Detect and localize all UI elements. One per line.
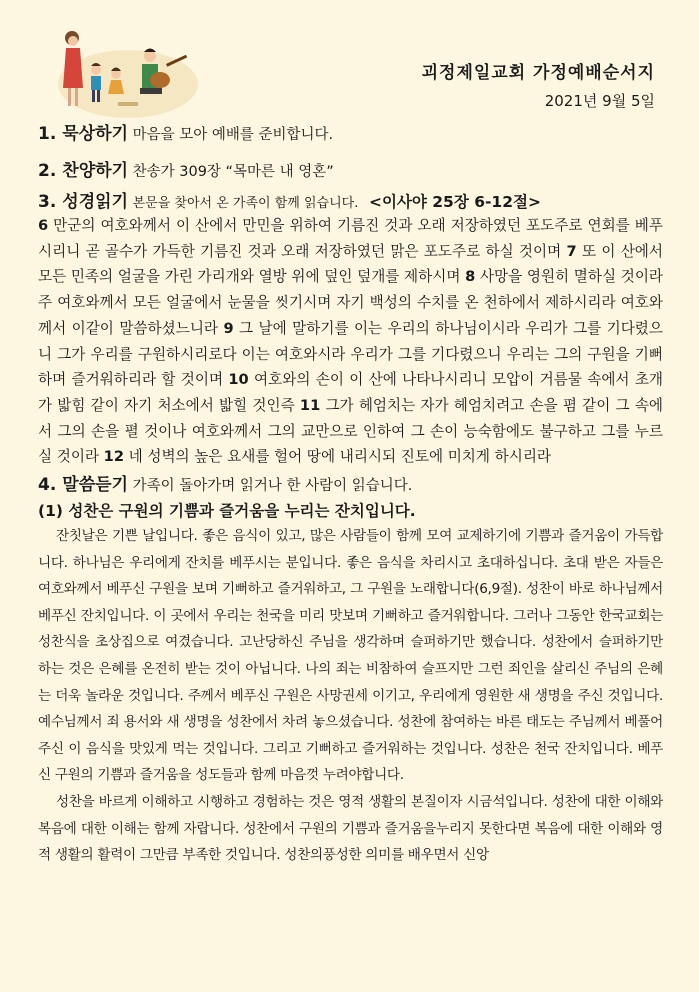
- step-description: 마음을 모아 예배를 준비합니다.: [132, 127, 334, 143]
- step-title: 말씀듣기: [62, 475, 128, 496]
- verse-text: 네 성벽의 높은 요새를 헐어 땅에 내리시되 진토에 미치게 하시리라: [128, 448, 552, 466]
- verse-text: 사망을 영원히 멸하실 것이라 주 여호와께서 모든 얼굴에서 눈물을 씻기시며 자기 백성의 수치를 온 천하에서 제하시리라 여호와께서 이같이 말씀하셨느니라: [38, 268, 664, 337]
- step-number: 2.: [38, 161, 57, 181]
- verse-text: 만군의 여호와께서 이 산에서 만민을 위하여 기름진 것과 오래 저장하였던 포도주로 연회를 베푸시리니 곧 골수가 가득한 기름진 것과 오래 저장하였던 맑은 포도주로 하실 것이며: [38, 217, 664, 260]
- scripture-passage: [38, 213, 663, 470]
- scripture-reference: <이사야 25장 6-12절>: [368, 193, 541, 211]
- verse-text: 또 이 산에서 모든 민족의 얼굴을 가린 가리개와 열방 위에 덮인 덮개를 제하시며: [38, 242, 663, 286]
- sermon-paragraph: 성찬을 바르게 이해하고 시행하고 경험하는 것은 영적 생활의 본질이자 시금석입니다. 성찬에 대한 이해와 복음에 대한 이해는 함께 자랍니다. 성찬에서 구원의 기쁨과 즐거움을누리지 못한다면 복음에 대한 이해와 영적 생활의 활력이 그만큼 부족한 것입니다. 성찬의풍성한 의미를 배우면서 신앙: [38, 793, 663, 864]
- verse-number: 12: [103, 448, 124, 466]
- family-worship-illustration: [48, 22, 198, 122]
- step-reading: [38, 187, 663, 212]
- verse-number: 6: [38, 217, 49, 234]
- step-description: 찬송가 309장 “목마른 내 영혼”: [132, 164, 334, 180]
- sermon-paragraph: 잔칫날은 기쁜 날입니다. 좋은 음식이 있고, 많은 사람들이 함께 모여 교제하기에 기쁨과 즐거움이 가득합니다. 하나님은 우리에게 잔치를 베푸시는 분입니다. 좋은 음식을 차리시고 초대하십니다. 초대 받은 자들은 여호와께서 베푸신 구원을 보며 기뻐하고 즐거워하고, 그 구원을 노래합니다(6,9절). 성찬이 바로 하나님께서 베푸신 잔치입니다. 이 곳에서 우리는 천국을 미리 맛보며 기뻐하고 즐거워합니다. 그러나 그동안 한국교회는 성찬식을 초상집으로 여겼습니다. 고난당하신 주님을 생각하며 슬퍼하기만 했습니다. 성찬에서 슬퍼하기만 하는 것은 은혜를 온전히 받는 것이 아닙니다. 나의 죄는 비참하여 슬프지만 그런 죄인을 살리신 주님의 은혜는 더욱 놀라운 것입니다. 주께서 베푸신 구원은 사망권세 이기고, 우리에게 영원한 새 생명을 주신 것입니다. 예수님께서 죄 용서와 새 생명을 성찬에서 차려 놓으셨습니다. 성찬에 참여하는 바른 태도는 주님께서 베풀어 주신 이 음식을 맛있게 먹는 것입니다. 그리고 기뻐하고 즐거워하는 것입니다. 성찬은 천국 잔치입니다. 베푸신 구원의 기쁨과 즐거움을 성도들과 함께 마음껏 누려야합니다.: [38, 528, 663, 784]
- step-title: 성경읽기: [62, 192, 128, 212]
- verse-number: 11: [299, 396, 321, 414]
- step-title: 묵상하기: [62, 124, 128, 144]
- step-title: 찬양하기: [62, 161, 128, 181]
- step-number: 3.: [38, 192, 57, 212]
- step-number: 1.: [38, 124, 57, 144]
- verse-number: 10: [228, 371, 249, 389]
- step-meditation: [38, 119, 663, 144]
- step-praise: [38, 156, 663, 181]
- worship-date: 2021년 9월 5일: [544, 92, 655, 110]
- verse-number: 9: [223, 319, 234, 337]
- step-listening: [38, 470, 663, 495]
- verse-text: 그가 헤엄치는 자가 헤엄치려고 손을 폄 같이 그 속에서 그의 손을 펼 것이나 여호와께서 그의 교만으로 인하여 그 손이 능숙함에도 불구하고 그를 누르실 것이라: [38, 396, 664, 466]
- sermon-title: (1) 성찬은 구원의 기쁨과 즐거움을 누리는 잔치입니다.: [38, 502, 416, 521]
- verse-number: 7: [566, 242, 577, 260]
- step-description: 가족이 돌아가며 읽거나 한 사람이 읽습니다.: [132, 478, 413, 495]
- worship-order: [38, 117, 663, 869]
- verse-text: 그 날에 말하기를 이는 우리의 하나님이시라 우리가 그를 기다렸으니 그가 우리를 구원하시리로다 이는 여호와시라 우리가 그를 기다렸으니 우리는 그의 구원을 기뻐하며 즐거워하리라 할 것이며: [38, 319, 664, 389]
- church-title: 괴정제일교회 가정예배순서지: [421, 63, 655, 83]
- verse-text: 여호와의 손이 이 산에 나타나시리니 모압이 거름물 속에서 초개가 밟힘 같이 자기 처소에서 밟힐 것인즉: [38, 371, 664, 414]
- verse-number: 8: [465, 268, 476, 286]
- step-number: 4.: [38, 475, 57, 496]
- step-description: 본문을 찾아서 온 가족이 함께 읽습니다.: [132, 196, 359, 211]
